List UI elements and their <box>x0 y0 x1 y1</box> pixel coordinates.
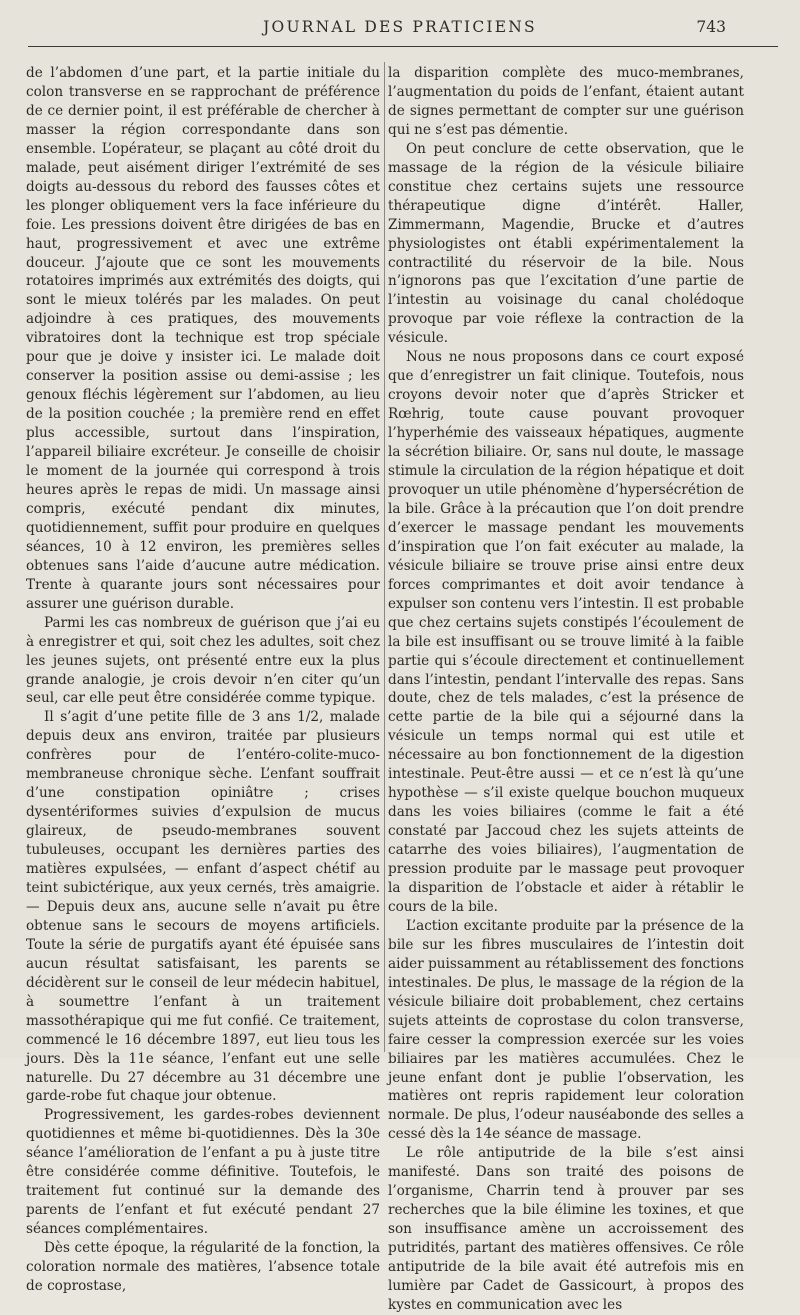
page-header <box>0 18 800 42</box>
left-paragraph-3: Il s’agit d’une petite fille de 3 ans 1/2, malade depuis deux ans environ, traitée par plusieurs confrères pour de l’entéro-colite-muco-membraneuse chronique sèche. L’enfant souffrait d’une constipation opiniâtre ; crises dysentériformes suivies d’expulsion de mucus glaireux, de pseudo-membranes souvent tubuleuses, occupant les dernières parties des matières expulsées, — enfant d’aspect chétif au teint subictérique, aux yeux cernés, très amaigrie. — Depuis deux ans, aucune selle n’avait pu être obtenue sans le secours de moyens artificiels. Toute la série de purgatifs ayant été épuisée sans aucun résultat satisfaisant, les parents se décidèrent sur le conseil de leur médecin habituel, à soumettre l’enfant à un traitement massothérapique qui me fut confié. Ce traitement, commencé le 16 décembre 1897, eut lieu tous les jours. Dès la 11e séance, l’enfant eut une selle naturelle. Du 27 décembre au 31 décembre une garde-robe fut chaque jour obtenue. <box>26 709 380 1105</box>
running-title: JOURNAL DES PRATICIENS <box>263 18 537 36</box>
right-column <box>388 64 744 1315</box>
left-paragraph-1: de l’abdomen d’une part, et la partie initiale du colon transverse en se rapprochant de préférence de ce dernier point, il est préférable de chercher à masser la région correspondante dans son ensemble. L’opérateur, se plaçant au côté droit du malade, peut aisément diriger l’extrémité de ses doigts au-dessous du rebord des fausses côtes et les plonger obliquement vers la face inférieure du foie. Les pressions doivent être dirigées de bas en haut, progressivement et avec une extrême douceur. J’ajoute que ce sont les mouvements rotatoires imprimés aux extrémités des doigts, qui sont le mieux tolérés par les malades. On peut adjoindre à ces pratiques, des mouvements vibratoires dont la technique est trop spéciale pour que je doive y insister ici. Le malade doit conserver la position assise ou demi-assise ; les genoux fléchis légèrement sur l’abdomen, au lieu de la position couchée ; la première rend en effet plus accessible, surtout dans l’inspiration, l’appareil biliaire excréteur. Je conseille de choisir le moment de la journée qui correspond à trois heures après le repas de midi. Un massage ainsi compris, exécuté pendant dix minutes, quotidiennement, suffit pour produire en quelques séances, 10 à 12 environ, les premières selles obtenues sans l’aide d’aucune autre médication. Trente à quarante jours sont nécessaires pour assurer une guérison durable. <box>26 65 380 612</box>
column-divider <box>384 62 385 1052</box>
right-paragraph-3: Nous ne nous proposons dans ce court exposé que d’enregistrer un fait clinique. Toutefois, nous croyons devoir noter que d’après Stricker et Rœhrig, toute cause pouvant provoquer l’hyperhémie des vaisseaux hépatiques, augmente la sécrétion biliaire. Or, sans nul doute, le massage stimule la circulation de la région hépatique et doit provoquer un utile phénomène d’hypersécrétion de la bile. Grâce à la précaution que l’on doit prendre d’exercer le massage pendant les mouvements d’inspiration que l’on fait exécuter au malade, la vésicule biliaire se trouve prise ainsi entre deux forces comprimantes et doit avoir tendance à expulser son contenu vers l’intestin. Il est probable que chez certains sujets constipés l’écoulement de la bile est insuffisant ou se trouve limité à la faible partie qui s’écoule directement et continuellement dans l’intestin, pendant l’intervalle des repas. Sans doute, chez de tels malades, c’est la présence de cette partie de la bile qui a séjourné dans la vésicule un temps normal qui est utile et nécessaire au bon fonctionnement de la digestion intestinale. Peut-être aussi — et ce n’est là qu’une hypothèse — s’il existe quelque bouchon muqueux dans les voies biliaires (comme le fait a été constaté par Jaccoud chez les sujets atteints de catarrhe des voies biliaires), l’augmentation de pression produite par le massage peut provoquer la disparition de l’obstacle et aider à rétablir le cours de la bile. <box>388 349 744 915</box>
right-paragraph-4: L’action excitante produite par la présence de la bile sur les fibres musculaires de l’intestin doit aider puissamment au rétablissement des fonctions intestinales. De plus, le massage de la région de la vésicule biliaire doit probablement, chez certains sujets atteints de coprostase du colon transverse, faire cesser la compression exercée sur les voies biliaires par les matières accumulées. Chez le jeune enfant dont je publie l’observation, les matières ont repris rapidement leur coloration normale. De plus, l’odeur nauséabonde des selles a cessé dès la 14e séance de massage. <box>388 917 744 1143</box>
left-paragraph-2: Parmi les cas nombreux de guérison que j’ai eu à enregistrer et qui, soit chez les adultes, soit chez les jeunes sujets, ont présenté entre eux la plus grande analogie, je crois devoir n’en citer qu’un seul, car elle peut être considérée comme typique. <box>26 614 380 707</box>
page-number: 743 <box>696 18 726 36</box>
left-paragraph-4: Progressivement, les gardes-robes deviennent quotidiennes et même bi-quotidiennes. Dès la 30e séance l’amélioration de l’enfant a pu à juste titre être considérée comme définitive. Toutefois, le traitement fut continué sur la demande des parents de l’enfant et fut exécuté pendant 27 séances complémentaires. <box>26 1107 380 1238</box>
left-paragraph-5: Dès cette époque, la régularité de la fonction, la coloration normale des matières, l’absence totale de coprostase, <box>26 1240 380 1294</box>
right-paragraph-5: Le rôle antiputride de la bile s’est ainsi manifesté. Dans son traité des poisons de l’organisme, Charrin tend à prouver par ses recherches que la bile élimine les toxines, et que son insuffisance amène un accroissement des putridités, partant des matières offensives. Ce rôle antiputride de la bile avait été autrefois mis en lumière par Cadet de Gassicourt, à propos des kystes en communication avec les <box>388 1145 744 1313</box>
right-paragraph-2: On peut conclure de cette observation, que le massage de la région de la vésicule biliaire constitue chez certains sujets une ressource thérapeutique digne d’intérêt. Haller, Zimmermann, Magendie, Brucke et d’autres physiologistes ont établi expérimentalement la contractilité du réservoir de la bile. Nous n’ignorons pas que l’excitation d’une partie de l’intestin au voisinage du canal cholédoque provoque par voie réflexe la contraction de la vésicule. <box>388 140 744 347</box>
header-rule <box>28 46 778 47</box>
right-paragraph-1: la disparition complète des muco-membranes, l’augmentation du poids de l’enfant, étaient autant de signes permettant de compter sur une guérison qui ne s’est pas démentie. <box>388 65 744 138</box>
left-column <box>26 64 380 1296</box>
